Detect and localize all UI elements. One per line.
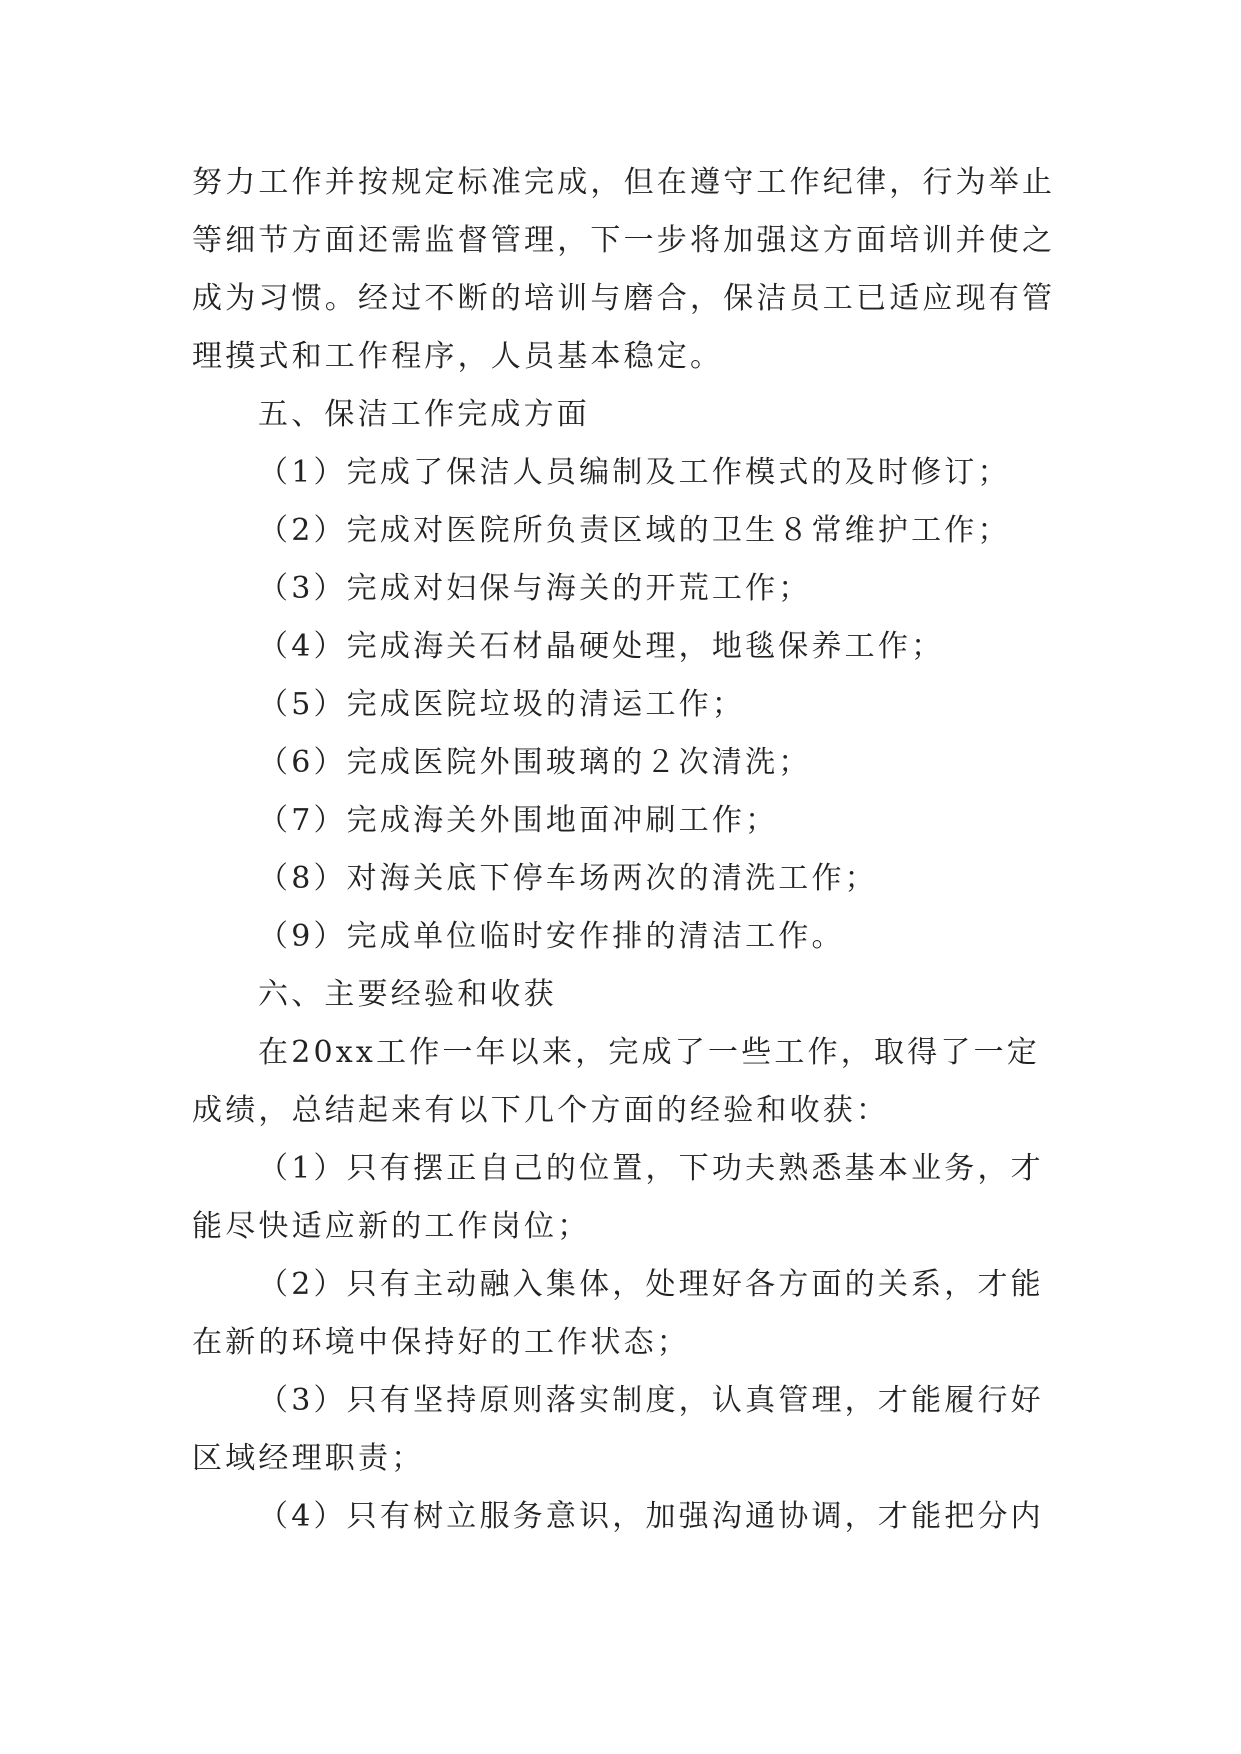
section-heading-five: 五、保洁工作完成方面 <box>258 397 590 432</box>
list-item: （9）完成单位临时安作排的清洁工作。 <box>258 919 845 954</box>
list-item: （7）完成海关外围地面冲刷工作； <box>258 803 779 838</box>
list-item: （3）完成对妇保与海关的开荒工作； <box>258 571 812 606</box>
list-item: （3）只有坚持原则落实制度，认真管理，才能履行好 <box>258 1383 1044 1418</box>
list-item: （4）完成海关石材晶硬处理，地毯保养工作； <box>258 629 945 664</box>
paragraph-line: 成为习惯。经过不断的培训与磨合，保洁员工已适应现有管 <box>192 281 1056 316</box>
list-item: （1）只有摆正自己的位置，下功夫熟悉基本业务，才 <box>258 1151 1044 1186</box>
paragraph-line: 努力工作并按规定标准完成，但在遵守工作纪律，行为举止 <box>192 165 1056 200</box>
paragraph-line: 理摸式和工作程序，人员基本稳定。 <box>192 339 724 374</box>
paragraph-line: 等细节方面还需监督管理，下一步将加强这方面培训并使之 <box>192 223 1056 258</box>
paragraph-line: 成绩，总结起来有以下几个方面的经验和收获： <box>192 1093 890 1128</box>
list-item-continuation: 能尽快适应新的工作岗位； <box>192 1209 591 1244</box>
list-item: （6）完成医院外围玻璃的２次清洗； <box>258 745 812 780</box>
list-item: （5）完成医院垃圾的清运工作； <box>258 687 746 722</box>
list-item: （1）完成了保洁人员编制及工作模式的及时修订； <box>258 455 1011 490</box>
list-item: （8）对海关底下停车场两次的清洗工作； <box>258 861 878 896</box>
list-item: （2）只有主动融入集体，处理好各方面的关系，才能 <box>258 1267 1044 1302</box>
paragraph-line: 在20xx工作一年以来，完成了一些工作，取得了一定 <box>258 1035 1041 1070</box>
section-heading-six: 六、主要经验和收获 <box>258 977 557 1012</box>
list-item-continuation: 区域经理职责； <box>192 1441 425 1476</box>
list-item-continuation: 在新的环境中保持好的工作状态； <box>192 1325 690 1360</box>
list-item: （4）只有树立服务意识，加强沟通协调，才能把分内 <box>258 1499 1044 1534</box>
list-item: （2）完成对医院所负责区域的卫生８常维护工作； <box>258 513 1011 548</box>
